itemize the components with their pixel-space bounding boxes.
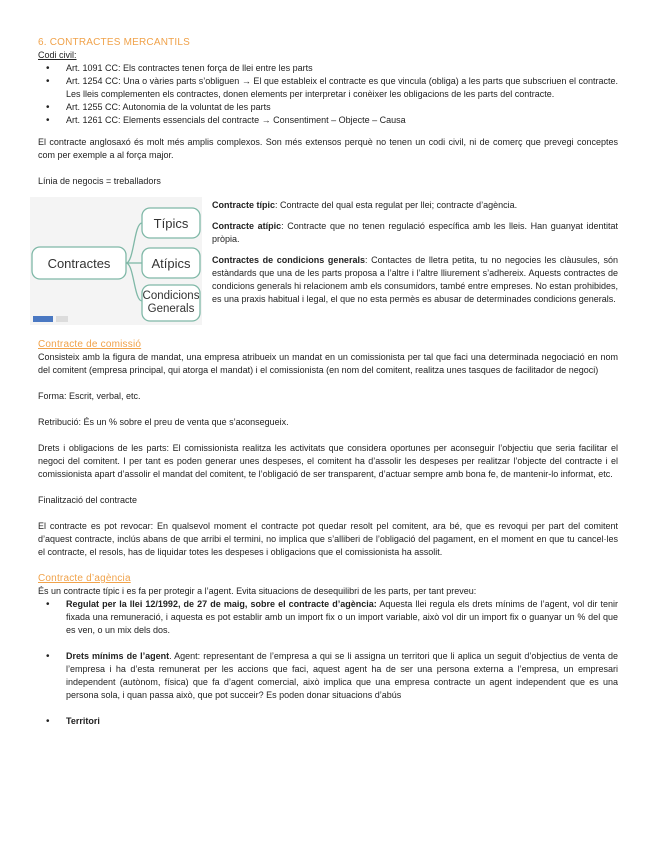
document-page [38, 36, 618, 728]
list-item: • Art. 1255 CC: Autonomia de la voluntat de les parts [66, 101, 618, 114]
finalitzacio-title: Finalització del contracte [38, 495, 138, 505]
comissio-retribucio: Retribució: És un % sobre el preu de venta que s’aconsegueix. [38, 417, 289, 427]
section-title: 6. CONTRACTES MERCANTILS [38, 37, 191, 48]
list-item [66, 598, 618, 637]
linia-negocis: Línia de negocis = treballadors [38, 176, 161, 186]
list-item: • Art. 1261 CC: Elements essencials del contracte → Consentiment – Objecte – Causa [66, 114, 618, 127]
item-text: Aquesta llei regula els drets mínims de l’agent, vol dir tenir fixada una remuneració, i aquesta es pot establir amb un import fix o un import variable, això vol dir un import fix o guanyar un % del que es ven, o un mix dels dos. [66, 599, 618, 635]
list-item: • Art. 1254 CC: Una o vàries parts s’obliguen → El que estableix el contracte es que vincula (obliga) a les parts que subscriuen el contracte. Les lleis complementen els contractes, donen elements per interpretar i conèixer les obligacions de les parts del contracte. [66, 75, 618, 101]
diagram-label-atipics: Atípics [151, 256, 191, 271]
definition-atipic [212, 220, 618, 246]
codi-civil-list [38, 62, 618, 127]
comissio-paragraph: Consisteix amb la figura de mandat, una empresa atribueix un mandat en un comissionista per tal que faci una determinada negociació en nom del comitent (empresa principal, qui atorga el mandat) i el comissionista (en nom del comitent, realitza unes tasques de facilitador de negoci) [38, 352, 618, 375]
definition-text: : Contracte del qual esta regulat per llei; contracte d’agència. [275, 200, 518, 210]
anglosaxo-paragraph: El contracte anglosaxó és molt més amplis complexos. Son més extensos perquè no tenen un codi civil, ni de comerç que prevegi conceptes com per exemple a al força major. [38, 137, 618, 160]
list-item: • Art. 1091 CC: Els contractes tenen força de llei entre les parts [66, 62, 618, 75]
contract-types-block [38, 197, 618, 325]
item-term: Territori [66, 716, 100, 726]
agencia-list [38, 598, 618, 728]
contract-types-diagram [30, 197, 202, 325]
diagram-root-label: Contractes [47, 256, 111, 271]
spacer [66, 702, 618, 715]
definition-term: Contractes de condicions generals [212, 255, 365, 265]
agencia-title: Contracte d’agència [38, 573, 131, 584]
definitions [202, 197, 618, 314]
definition-term: Contracte atípic [212, 221, 282, 231]
comissio-title: Contracte de comissió [38, 339, 142, 350]
item-term: Regulat per la llei 12/1992, de 27 de maig, sobre el contracte d’agència: [66, 599, 377, 609]
list-item [66, 650, 618, 702]
definition-term: Contracte típic [212, 200, 276, 210]
list-item [66, 715, 618, 728]
definition-tipic [212, 199, 618, 212]
comissio-drets: Drets i obligacions de les parts: El comissionista realitza les activitats que considera oportunes per aconseguir l’objectiu que seria facilitar el negoci del comitent. I per tant es poden generar unes despeses, el comitent ha d’assolir les despeses per realitzar l’objecte del contracte i el comissionista apart d’assolir el mandat del comitent, te l’obligació de ser transparent, d’actuar sempre amb bona fe, de mantenir-lo informat, etc. [38, 443, 618, 479]
codi-civil-label: Codi civil: [38, 50, 77, 60]
finalitzacio-paragraph: El contracte es pot revocar: En qualsevol moment el contracte pot quedar resolt pel comitent, ara bé, que es revoqui per part del comitent d’aquest contracte, inclús abans de que arribi el termini, no implica que s’alliberi de l’obligació del pagament, en el moment en que tu cancel·les el contracte, el resols, has de liquidar totes les despeses i obligacions que el comissionista ha assolit. [38, 521, 618, 557]
definition-text: : Contracte que no tenen regulació específica amb les lleis. Han guanyat identitat pròpia. [212, 221, 618, 244]
definition-text: : Contactes de lletra petita, tu no negocies les clàusules, són estàndards que una de les parts proposa a l’altre i l’altre lliurement s’adhereix. Aquests contractes de condicions generals hi relacionem amb els consumidors, també entre empreses. No estan prohibides, es una praxis habitual i legal, el que no esta permès es abusar de determinades condicions generals. [212, 255, 618, 304]
definition-condicions [212, 254, 618, 306]
diagram-label-tipics: Típics [153, 216, 189, 231]
diagram-label-condicions: Condicions Generals [142, 290, 200, 315]
item-text: . Agent: representant de l’empresa a qui se li assigna un territori que li aplica un seguit d’objectius de venta de l’empresa i ha d’esta remunerat per les accions que faci, aquest agent ha de ser una persona externa a l’empresa, un empresari independent (autònom, física) que fa d’agent comercial, això implica que una empresa contracte un agent independent que es una persona sola, i quan passa això, que pot succeir? Es poden donar situacions d’abús [66, 651, 618, 700]
item-term: Drets mínims de l’agent [66, 651, 170, 661]
spacer [66, 637, 618, 650]
comissio-forma: Forma: Escrit, verbal, etc. [38, 391, 141, 401]
agencia-intro: És un contracte típic i es fa per protegir a l’agent. Evita situacions de desequilibri de les parts, per tant preveu: [38, 586, 477, 596]
